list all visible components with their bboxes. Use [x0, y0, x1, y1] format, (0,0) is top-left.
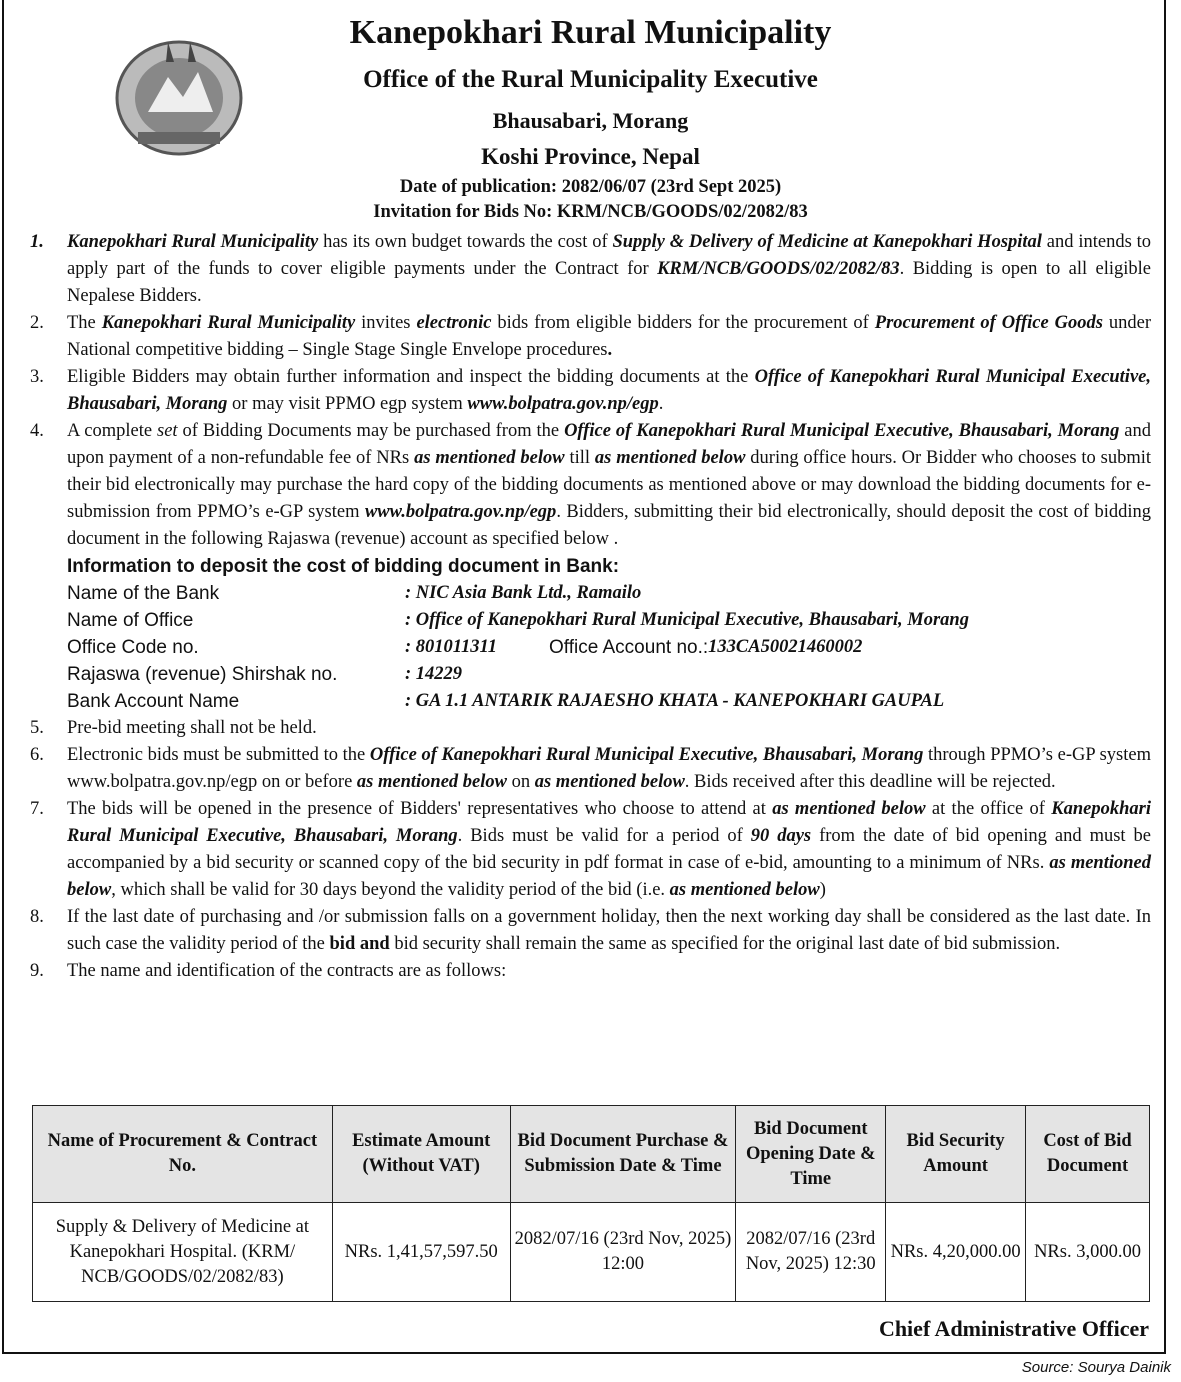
text-run: , which shall be valid for 30 days beyond the validity period of the bid (i.e.	[111, 880, 670, 900]
text-run: or may visit PPMO egp system	[227, 394, 468, 414]
table-row	[33, 1203, 1150, 1302]
list-item	[30, 742, 1151, 796]
table-header-cell: Estimate Amount (Without VAT)	[332, 1106, 510, 1203]
text-run: Supply & Delivery of Medicine at Kanepokhari Hospital	[612, 232, 1042, 252]
source-credit: Source: Sourya Dainik	[1021, 1359, 1171, 1376]
text-run: bid security shall remain the same as specified for the original last date of bid submission.	[389, 934, 1061, 954]
text-run: The	[67, 313, 102, 333]
table-cell: NRs. 4,20,000.00	[886, 1203, 1026, 1302]
text-run: Kanepokhari Rural Municipality	[67, 232, 319, 252]
text-run: through PPMO’s e-GP system www.bolpatra.gov.np/egp on or before	[67, 745, 1151, 792]
text-run: bids from eligible bidders for the procurement of	[491, 313, 875, 333]
item-number: 7.	[30, 799, 44, 819]
list-item	[30, 904, 1151, 958]
text-run: as mentioned below	[356, 772, 507, 792]
text-run: If the last date of purchasing and /or submission falls on a government holiday, then the next working day shall be considered as the last date. In such case the validity period of the	[67, 907, 1151, 954]
bank-info-row	[67, 634, 1151, 661]
text-run: Office of Kanepokhari Rural Municipal Executive, Bhausabari, Morang	[564, 421, 1120, 441]
municipality-title: Kanepokhari Rural Municipality	[349, 14, 832, 51]
notice-body	[30, 229, 1151, 985]
bank-info-row	[67, 607, 1151, 634]
text-run: of Bidding Documents may be purchased from the	[177, 421, 565, 441]
text-run: The name and identification of the contracts are as follows:	[67, 961, 507, 981]
office-title: Office of the Rural Municipality Executive	[363, 66, 818, 93]
text-run: .	[607, 340, 613, 360]
bank-info-row	[67, 688, 1151, 715]
bank-info-value: : 14229	[405, 664, 463, 684]
text-run: and upon payment of a non-refundable fee of NRs	[67, 421, 1151, 468]
bank-info-row	[67, 580, 1151, 607]
bank-info-label: Office Code no.	[67, 637, 199, 658]
text-run: invites	[355, 313, 417, 333]
item-text	[67, 715, 1151, 742]
item-text	[67, 958, 1151, 985]
table-cell: Supply & Delivery of Medicine at Kanepokhari Hospital. (KRM/ NCB/GOODS/02/2082/83)	[33, 1203, 333, 1302]
office-location: Bhausabari, Morang	[492, 108, 689, 133]
bank-info-value: : NIC Asia Bank Ltd., Ramailo	[405, 583, 642, 603]
text-run: electronic	[416, 313, 492, 333]
text-run: www.bolpatra.gov.np/egp	[467, 394, 659, 414]
text-run: The bids will be opened in the presence of Bidders' representatives who choose to attend at	[67, 799, 773, 819]
item-number: 6.	[30, 745, 44, 765]
text-run: during office hours. Or Bidder who chooses to submit their bid electronically may purchase the hard copy of the bidding documents as mentioned above or may download the bidding documents for e-submission from PPMO’s e-GP system	[67, 448, 1152, 522]
text-run: )	[819, 880, 826, 900]
bank-info-label: Bank Account Name	[67, 691, 240, 712]
bank-info-row	[67, 661, 1151, 688]
text-run: Office of Kanepokhari Rural Municipal Executive, Bhausabari, Morang	[369, 745, 924, 765]
text-run: till	[564, 448, 595, 468]
text-run: KRM/NCB/GOODS/02/2082/83	[657, 259, 900, 279]
item-number: 2.	[30, 313, 44, 333]
item-text	[67, 364, 1151, 418]
bank-info	[67, 553, 1151, 715]
item-number: 3.	[30, 367, 44, 387]
item-text	[67, 418, 1151, 553]
list-item	[30, 310, 1151, 364]
bank-info-value: : Office of Kanepokhari Rural Municipal Executive, Bhausabari, Morang	[405, 610, 969, 630]
item-number: 9.	[30, 961, 44, 981]
text-run: as mentioned below	[414, 448, 565, 468]
table-cell: NRs. 3,000.00	[1026, 1203, 1150, 1302]
table-header-cell: Bid Document Opening Date & Time	[736, 1106, 886, 1203]
item-text	[67, 796, 1151, 904]
bank-info-extra-value: 133CA50021460002	[708, 637, 863, 657]
text-run: .	[658, 394, 664, 414]
list-item	[30, 364, 1151, 418]
bank-info-label: Name of Office	[67, 610, 194, 631]
bank-info-extra-label: Office Account no.:	[549, 637, 709, 658]
list-item	[30, 229, 1151, 310]
text-run: Office of Kanepokhari Rural Municipal Executive, Bhausabari, Morang	[67, 367, 1151, 414]
text-run: . Bids received after this deadline will be rejected.	[684, 772, 1056, 792]
text-run: at the office of	[925, 799, 1052, 819]
contracts-table	[32, 1105, 1150, 1302]
text-run: as mentioned below	[669, 880, 820, 900]
table-header-row	[33, 1106, 1150, 1203]
item-number: 8.	[30, 907, 44, 927]
text-run: Procurement of Office Goods	[874, 313, 1103, 333]
text-run: and intends to apply part of the funds to cover eligible payments under the Contract for	[67, 232, 1151, 279]
bank-info-value: : GA 1.1 ANTARIK RAJAESHO KHATA - KANEPOKHARI GAUPAL	[405, 691, 945, 711]
table-cell: NRs. 1,41,57,597.50	[332, 1203, 510, 1302]
item-text	[67, 904, 1151, 958]
item-text	[67, 229, 1151, 310]
text-run: as mentioned below	[534, 772, 685, 792]
text-run: Pre-bid meeting shall not be held.	[67, 718, 317, 738]
bank-info-value: : 801011311	[405, 637, 497, 657]
text-run: on	[506, 772, 535, 792]
text-run: A complete	[67, 421, 157, 441]
text-run: Kanepokhari Rural Municipal Executive, Bhausabari, Morang	[67, 799, 1151, 846]
table-header-cell: Cost of Bid Document	[1026, 1106, 1150, 1203]
text-run: Eligible Bidders may obtain further information and inspect the bidding documents at the	[67, 367, 755, 387]
province: Koshi Province, Nepal	[481, 144, 700, 169]
text-run: Kanepokhari Rural Municipality	[101, 313, 356, 333]
text-run: from the date of bid opening and must be accompanied by a bid security or scanned copy of the bid security in pdf format in case of e-bid, amounting to a minimum of NRs.	[67, 826, 1151, 873]
list-item	[30, 958, 1151, 985]
text-run: has its own budget towards the cost of	[318, 232, 613, 252]
bank-info-label: Rajaswa (revenue) Shirshak no.	[67, 664, 338, 685]
text-run: 90 days	[750, 826, 812, 846]
signatory: Chief Administrative Officer	[878, 1316, 1149, 1341]
table-cell: 2082/07/16 (23rd Nov, 2025) 12:30	[736, 1203, 886, 1302]
table-cell: 2082/07/16 (23rd Nov, 2025) 12:00	[510, 1203, 736, 1302]
text-run: as mentioned below	[67, 853, 1151, 900]
item-number: 5.	[30, 718, 44, 738]
list-item	[30, 418, 1151, 553]
list-item	[30, 715, 1151, 742]
table-header-cell: Bid Document Purchase & Submission Date & Time	[510, 1106, 736, 1203]
text-run: under National competitive bidding – Single Stage Single Envelope procedures	[67, 313, 1152, 360]
ifb-number: Invitation for Bids No: KRM/NCB/GOODS/02/2082/83	[373, 202, 808, 222]
text-run: bid and	[329, 934, 390, 954]
table-header-cell: Bid Security Amount	[886, 1106, 1026, 1203]
text-run: as mentioned below	[772, 799, 926, 819]
publication-date: Date of publication: 2082/06/07 (23rd Sept 2025)	[399, 177, 782, 197]
text-run: . Bidders, submitting their bid electronically, should deposit the cost of bidding document in the following Rajaswa (revenue) account as specified below .	[67, 502, 1151, 549]
table-header-cell: Name of Procurement & Contract No.	[33, 1106, 333, 1203]
item-number: 1.	[30, 232, 44, 252]
text-run: www.bolpatra.gov.np/egp	[364, 502, 557, 522]
text-run: set	[157, 421, 178, 441]
text-run: Electronic bids must be submitted to the	[67, 745, 370, 765]
text-run: . Bidding is open to all eligible Nepalese Bidders.	[67, 259, 1151, 306]
item-text	[67, 310, 1151, 364]
text-run: . Bids must be valid for a period of	[457, 826, 751, 846]
bank-info-label: Name of the Bank	[67, 583, 220, 604]
item-text	[67, 742, 1151, 796]
list-item	[30, 796, 1151, 904]
bank-info-title: Information to deposit the cost of bidding document in Bank:	[67, 556, 620, 577]
text-run: as mentioned below	[594, 448, 746, 468]
item-number: 4.	[30, 421, 44, 441]
